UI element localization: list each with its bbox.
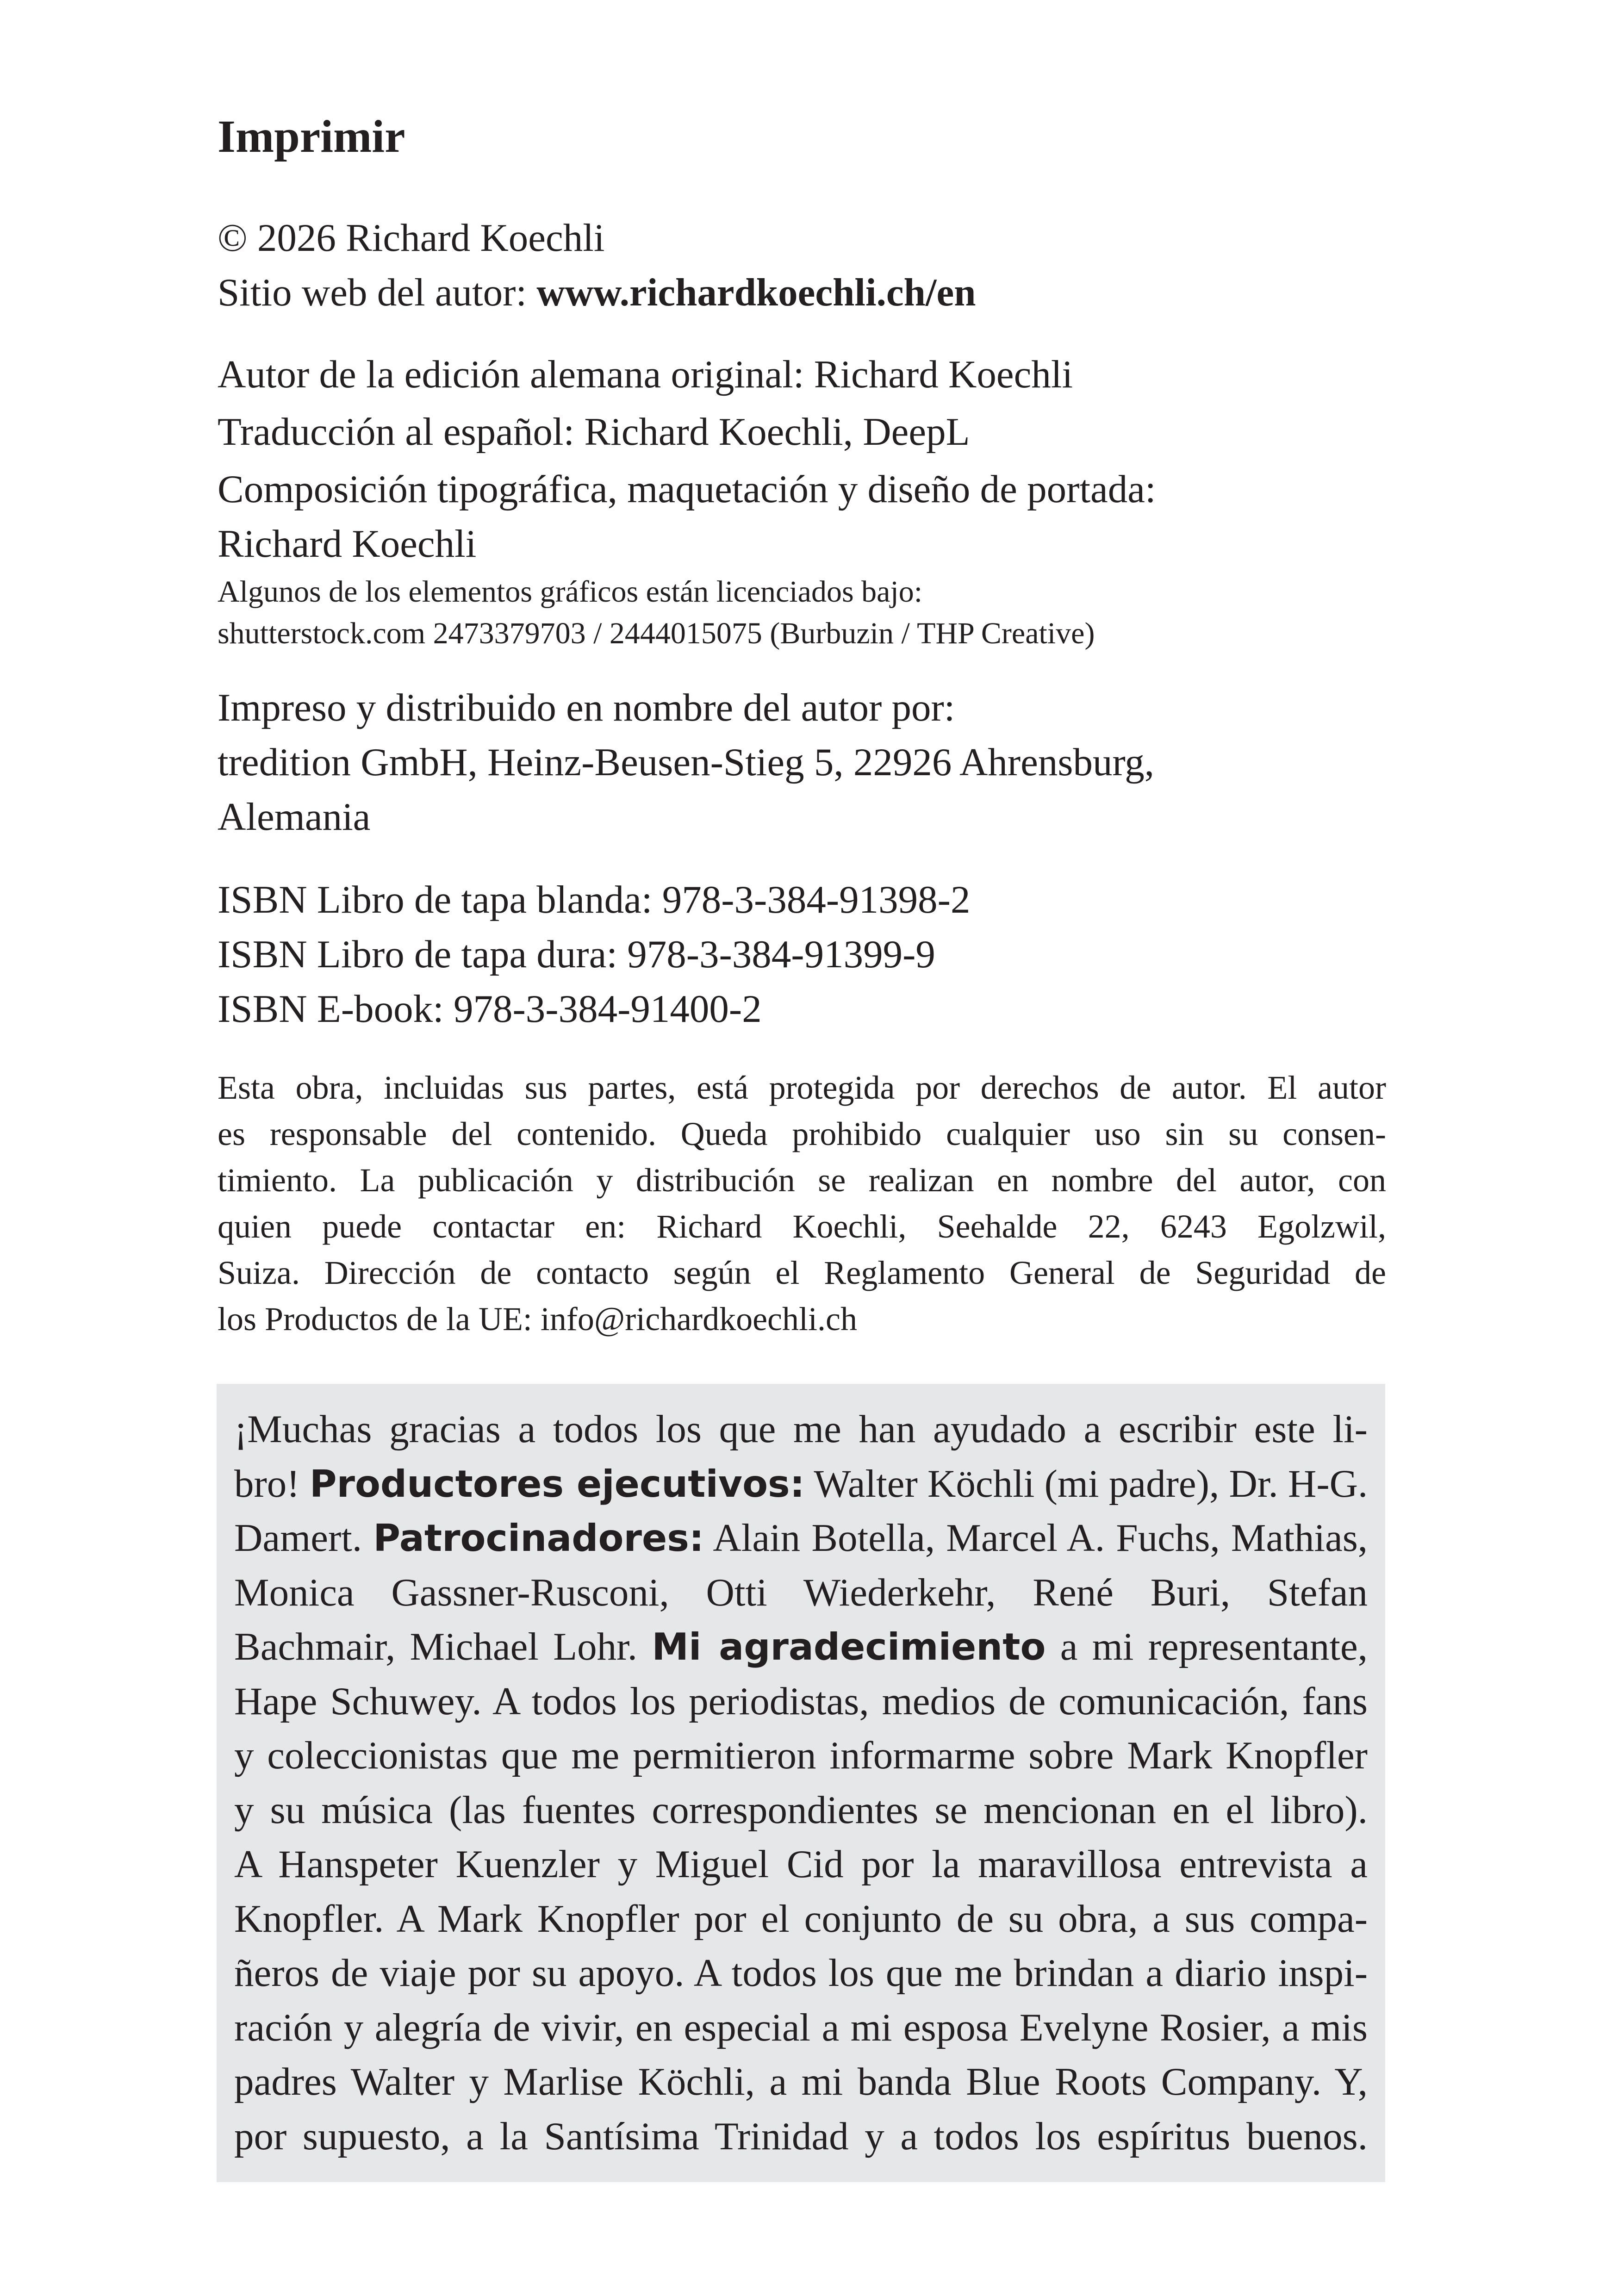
thanks-line: Knopfler. A Mark Knopfler por el conjunto de su obra, a sus compa-	[234, 1897, 1368, 1941]
thanks-line: ¡Muchas gracias a todos los que me han ayudado a escribir este li-	[234, 1407, 1368, 1451]
thanks-line: ñeros de viaje por su apoyo. A todos los que me brindan a diario inspi-	[234, 1951, 1368, 1995]
thanks-line: padres Walter y Marlise Köchli, a mi banda Blue Roots Company. Y,	[234, 2060, 1368, 2103]
legal-line: los Productos de la UE: info@richardkoechli.ch	[218, 1300, 857, 1338]
printer-line3: Alemania	[218, 795, 371, 839]
copyright-block	[218, 211, 1384, 320]
thanks-line: y su música (las fuentes correspondientes se mencionan en el libro).	[234, 1788, 1368, 1832]
legal-notice	[218, 1064, 1386, 1342]
isbn-paperback: ISBN Libro de tapa blanda: 978-3-384-91398-2	[218, 878, 971, 921]
design-credit-line1: Composición tipográfica, maquetación y diseño de portada:	[218, 467, 1156, 511]
credits-block	[218, 347, 1384, 654]
license-line2: shutterstock.com 2473379703 / 2444015075 (Burbuzin / THP Creative)	[218, 616, 1095, 650]
acknowledgements-box	[217, 1384, 1385, 2182]
thanks-text: Alain Botella, Marcel A. Fuchs, Mathias,	[713, 1516, 1368, 1560]
thanks-line: A Hanspeter Kuenzler y Miguel Cid por la maravillosa entrevista a	[234, 1842, 1368, 1886]
thanks-line	[234, 1620, 1368, 1674]
isbn-hardcover: ISBN Libro de tapa dura: 978-3-384-91399-9	[218, 933, 935, 976]
thanks-text: Bachmair, Michael Lohr.	[234, 1625, 638, 1668]
legal-line: quien puede contactar en: Richard Koechli, Seehalde 22, 6243 Egolzwil,	[218, 1208, 1386, 1245]
legal-line: Suiza. Dirección de contacto según el Reglamento General de Seguridad de	[218, 1254, 1386, 1291]
thanks-text: a mi representante,	[1060, 1625, 1368, 1668]
legal-line: Esta obra, incluidas sus partes, está protegida por derechos de autor. El autor	[218, 1069, 1386, 1106]
translation-credit: Traducción al español: Richard Koechli, DeepL	[218, 410, 970, 454]
license-line1: Algunos de los elementos gráficos están licenciados bajo:	[218, 575, 923, 609]
thanks-text: bro!	[234, 1462, 300, 1506]
website-label: Sitio web del autor:	[218, 271, 537, 314]
printer-line1: Impreso y distribuido en nombre del autor por:	[218, 686, 955, 729]
original-author: Autor de la edición alemana original: Richard Koechli	[218, 353, 1073, 396]
printer-line2: tredition GmbH, Heinz-Beusen-Stieg 5, 22926 Ahrensburg,	[218, 740, 1154, 784]
website-line	[218, 265, 1384, 320]
thanks-line: Hape Schuwey. A todos los periodistas, medios de comunicación, fans	[234, 1679, 1368, 1723]
page-title: Imprimir	[218, 111, 405, 162]
executive-producers-label: Productores ejecutivos:	[309, 1462, 805, 1506]
thanks-text: Walter Köchli (mi padre), Dr. H-G.	[814, 1462, 1368, 1506]
design-credit-line2: Richard Koechli	[218, 522, 477, 566]
copyright-line: © 2026 Richard Koechli	[218, 216, 605, 260]
thanks-line	[234, 1511, 1368, 1566]
thanks-line: Monica Gassner-Rusconi, Otti Wiederkehr, René Buri, Stefan	[234, 1570, 1368, 1614]
legal-line: timiento. La publicación y distribución se realizan en nombre del autor, con	[218, 1162, 1386, 1199]
thanks-line	[234, 1457, 1368, 1512]
website-link[interactable]: www.richardkoechli.ch/en	[536, 271, 976, 314]
isbn-ebook: ISBN E-book: 978-3-384-91400-2	[218, 987, 762, 1031]
thanks-line: y coleccionistas que me permitieron informarme sobre Mark Knopfler	[234, 1734, 1368, 1777]
gratitude-label: Mi agradecimiento	[652, 1625, 1046, 1668]
sponsors-label: Patrocinadores:	[373, 1517, 704, 1560]
thanks-text: Damert.	[234, 1516, 362, 1560]
printer-block	[218, 680, 1384, 844]
legal-line: es responsable del contenido. Queda prohibido cualquier uso sin su consen-	[218, 1115, 1386, 1152]
thanks-line: por supuesto, a la Santísima Trinidad y a todos los espíritus buenos.	[234, 2114, 1368, 2158]
thanks-line: ración y alegría de vivir, en especial a mi esposa Evelyne Rosier, a mis	[234, 2005, 1368, 2049]
isbn-block	[218, 872, 1384, 1036]
